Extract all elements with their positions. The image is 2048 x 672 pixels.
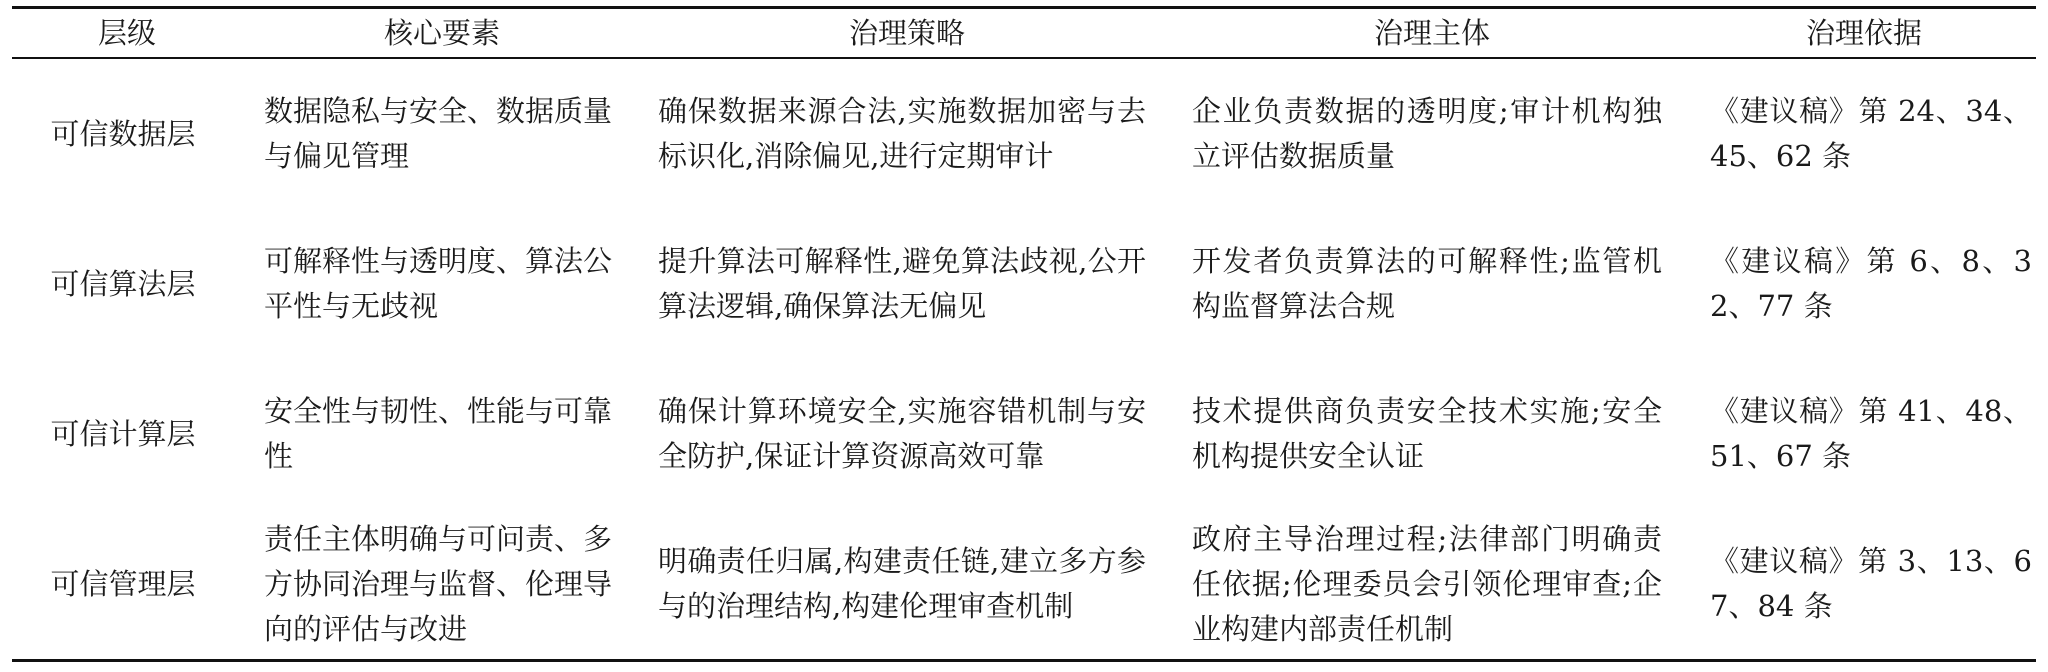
cell-layer: 可信计算层 [50,416,196,451]
header-core-elements: 核心要素 [383,15,500,50]
header-basis: 治理依据 [1805,15,1922,50]
cell-core-elements: 可解释性与透明度、算法公平性与无歧视 [264,244,613,323]
table-row [12,359,2036,509]
cell-layer: 可信管理层 [50,566,196,601]
cell-subject: 开发者负责算法的可解释性;监管机构监督算法合规 [1192,244,1662,323]
table-row [12,58,2036,209]
table-body [12,58,2036,661]
table-header [12,8,2036,59]
header-layer: 层级 [97,15,156,50]
header-strategy: 治理策略 [848,15,965,50]
governance-table [12,6,2036,662]
cell-strategy: 明确责任归属,构建责任链,建立多方参与的治理结构,构建伦理审查机制 [658,544,1146,623]
header-subject: 治理主体 [1373,15,1490,50]
cell-basis: 《建议稿》第 3、13、67、84 条 [1710,544,2032,623]
table-row [12,509,2036,661]
cell-basis: 《建议稿》第 6、8、32、77 条 [1710,244,2032,323]
cell-subject: 技术提供商负责安全技术实施;安全机构提供安全认证 [1192,394,1662,473]
cell-strategy: 提升算法可解释性,避免算法歧视,公开算法逻辑,确保算法无偏见 [658,244,1146,323]
header-row [12,8,2036,59]
cell-basis: 《建议稿》第 24、34、45、62 条 [1710,94,2032,173]
cell-subject: 政府主导治理过程;法律部门明确责任依据;伦理委员会引领伦理审查;企业构建内部责任机制 [1192,521,1662,646]
cell-strategy: 确保数据来源合法,实施数据加密与去标识化,消除偏见,进行定期审计 [658,94,1146,173]
cell-strategy: 确保计算环境安全,实施容错机制与安全防护,保证计算资源高效可靠 [658,394,1146,473]
cell-core-elements: 责任主体明确与可问责、多方协同治理与监督、伦理导向的评估与改进 [264,521,613,646]
cell-basis: 《建议稿》第 41、48、51、67 条 [1710,394,2032,473]
governance-table-container [12,6,2036,662]
cell-layer: 可信数据层 [50,116,196,151]
cell-core-elements: 数据隐私与安全、数据质量与偏见管理 [264,94,613,173]
cell-subject: 企业负责数据的透明度;审计机构独立评估数据质量 [1192,94,1662,173]
table-row [12,209,2036,359]
cell-core-elements: 安全性与韧性、性能与可靠性 [264,394,613,473]
cell-layer: 可信算法层 [50,266,196,301]
